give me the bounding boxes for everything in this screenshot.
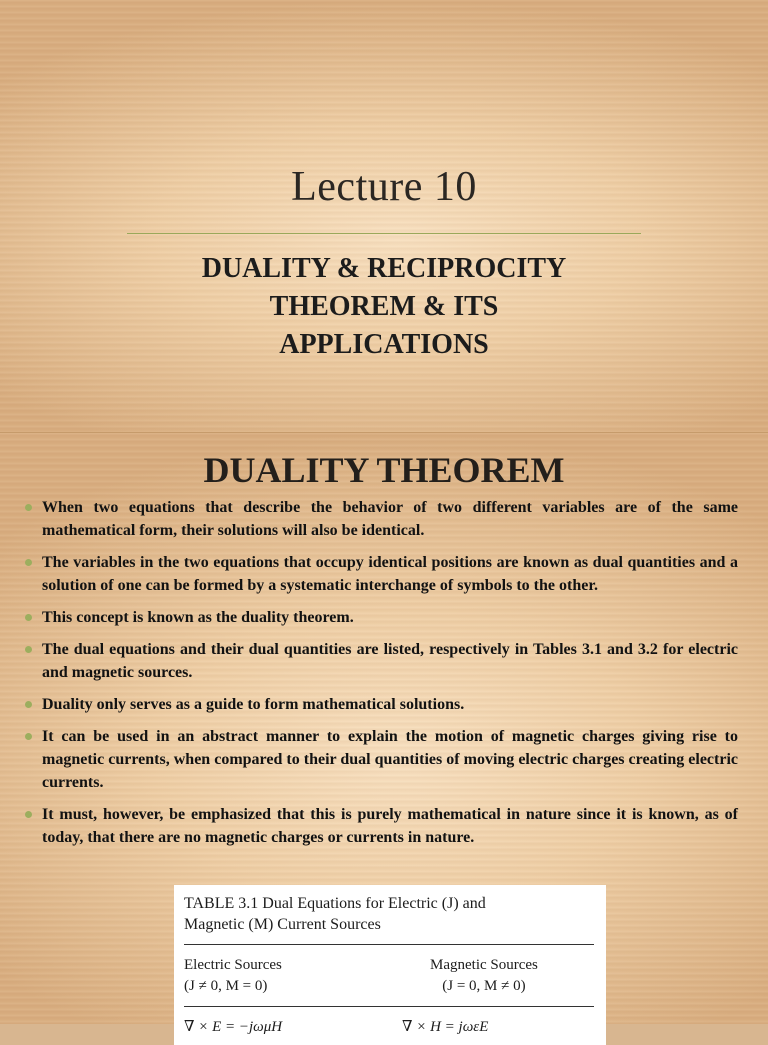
bullet-text: The variables in the two equations that occupy identical positions are known as dual quantities and a solution of one can be formed by a systematic interchange of symbols to the other. (42, 554, 738, 594)
table-rule (184, 944, 594, 945)
electric-sources-header (184, 955, 282, 997)
list-item (22, 693, 738, 716)
bullet-text: It must, however, be emphasized that this is purely mathematical in nature since it is known, as of today, that there are no magnetic charges or currents in nature. (42, 806, 738, 846)
list-item (22, 496, 738, 542)
lecture-title: Lecture 10 (291, 164, 477, 210)
bullet-text: When two equations that describe the behavior of two different variables are of the same mathematical form, their solutions will also be identical. (42, 499, 738, 539)
bullet-text: The dual equations and their dual quantities are listed, respectively in Tables 3.1 and 3.2 for electric and magnetic sources. (42, 641, 738, 681)
column-title: Magnetic Sources (430, 957, 538, 973)
column-condition: (J = 0, M ≠ 0) (442, 978, 526, 994)
list-item (22, 606, 738, 629)
title-slide (0, 0, 768, 432)
list-item (22, 803, 738, 849)
duality-theorem-slide (0, 433, 768, 1035)
bullet-icon (25, 614, 32, 621)
bullet-icon (25, 646, 32, 653)
table-caption-line: TABLE 3.1 Dual Equations for Electric (J) and (184, 895, 486, 912)
equation-electric: ∇ × E = −jωμH (184, 1019, 283, 1035)
bullet-list (22, 496, 738, 858)
slide-title: DUALITY THEOREM (203, 450, 565, 490)
title-divider (127, 233, 641, 234)
list-item (22, 551, 738, 597)
bullet-icon (25, 701, 32, 708)
subtitle-line: THEOREM & ITS (269, 291, 499, 322)
table-caption (184, 893, 594, 935)
bullet-icon (25, 733, 32, 740)
equation-magnetic: ∇ × H = jωεE (402, 1019, 489, 1035)
column-condition: (J ≠ 0, M = 0) (184, 978, 268, 994)
table-caption-line: Magnetic (M) Current Sources (184, 916, 381, 933)
dual-equations-table (174, 885, 606, 1045)
list-item (22, 638, 738, 684)
bullet-icon (25, 559, 32, 566)
column-title: Electric Sources (184, 957, 282, 973)
bullet-text: Duality only serves as a guide to form mathematical solutions. (42, 696, 465, 713)
list-item (22, 725, 738, 794)
bullet-icon (25, 504, 32, 511)
table-rule (184, 1006, 594, 1007)
lecture-subtitle (0, 250, 768, 364)
bullet-text: It can be used in an abstract manner to explain the motion of magnetic charges giving rise to magnetic currents, when compared to their dual quantities of moving electric charges creating electric currents. (42, 728, 738, 791)
magnetic-sources-header (430, 955, 538, 997)
bullet-icon (25, 811, 32, 818)
subtitle-line: APPLICATIONS (279, 329, 489, 360)
bullet-text: This concept is known as the duality theorem. (42, 609, 354, 626)
subtitle-line: DUALITY & RECIPROCITY (201, 253, 567, 284)
